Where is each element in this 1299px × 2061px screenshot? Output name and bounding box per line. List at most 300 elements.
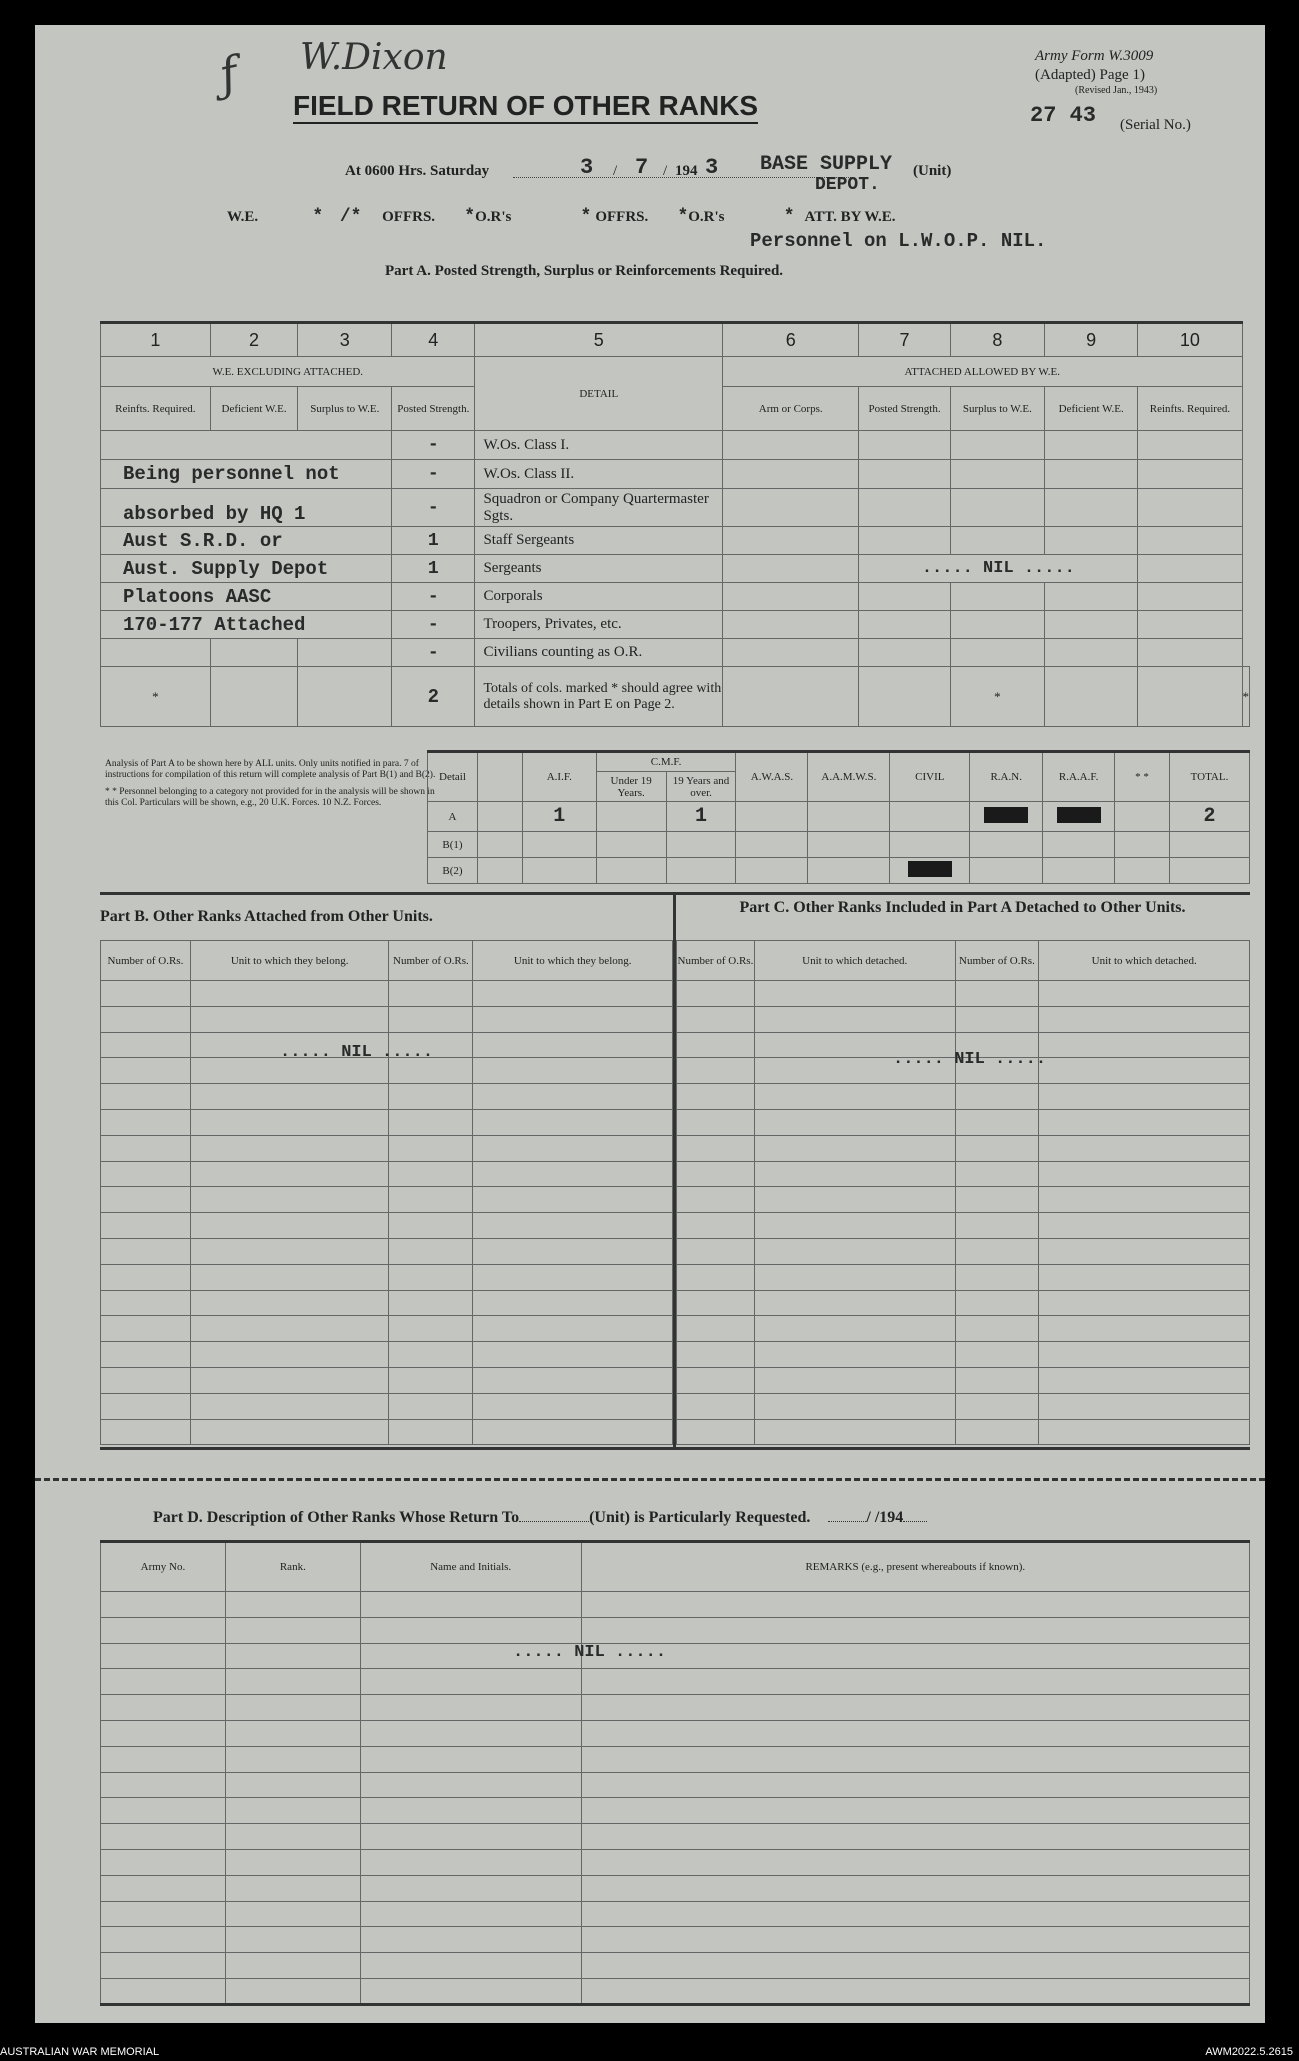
unit-header: Unit to which detached. xyxy=(1039,941,1250,981)
blank-cell xyxy=(101,1669,226,1695)
part-a-table xyxy=(100,321,1250,727)
table-row xyxy=(101,611,1250,639)
blank-cell xyxy=(677,1135,755,1161)
blank-cell xyxy=(677,1058,755,1084)
table-row xyxy=(677,1109,1250,1135)
blank-cell xyxy=(101,1901,226,1927)
blank-cell xyxy=(225,1669,360,1695)
date-prefix: 194 xyxy=(675,163,698,179)
row-label: B(1) xyxy=(428,832,478,858)
redaction xyxy=(890,858,970,884)
blank-cell xyxy=(1039,1032,1250,1058)
blank-cell xyxy=(754,1006,955,1032)
blank-cell xyxy=(955,1161,1039,1187)
blank-cell xyxy=(225,1720,360,1746)
table-row xyxy=(677,1367,1250,1393)
blank-cell xyxy=(389,1135,473,1161)
table-row xyxy=(101,1901,1250,1927)
blank-cell xyxy=(754,1187,955,1213)
blank-cell xyxy=(360,1617,581,1643)
blank-cell xyxy=(754,1213,955,1239)
col-num: 1 xyxy=(101,323,211,357)
table-row xyxy=(101,1720,1250,1746)
table-row xyxy=(101,1238,673,1264)
blank-cell xyxy=(190,1342,389,1368)
civil-header: CIVIL xyxy=(890,752,970,802)
star-mark: * xyxy=(950,667,1044,727)
blank-cell xyxy=(1039,981,1250,1007)
blank-cell xyxy=(473,1264,673,1290)
blank-cell xyxy=(955,1109,1039,1135)
table-row xyxy=(101,1978,1250,2004)
posted-value: - xyxy=(392,639,475,667)
row-label: A xyxy=(428,802,478,832)
col-num: 9 xyxy=(1045,323,1138,357)
table-row xyxy=(101,1669,1250,1695)
detail-label: Squadron or Company Quartermaster Sgts. xyxy=(475,489,723,527)
blank-cell xyxy=(360,1720,581,1746)
blank-cell xyxy=(360,1927,581,1953)
table-row xyxy=(101,1419,673,1445)
row-label: B(2) xyxy=(428,858,478,884)
blank-cell xyxy=(754,1419,955,1445)
posted-header: Posted Strength. xyxy=(859,387,950,431)
we-excluding-header: W.E. EXCLUDING ATTACHED. xyxy=(101,357,475,387)
blank-cell xyxy=(473,1393,673,1419)
typed-note: Aust S.R.D. or xyxy=(101,527,392,555)
table-row xyxy=(101,583,1250,611)
date-month: 7 xyxy=(635,155,649,180)
blank-cell xyxy=(473,1084,673,1110)
blank-cell xyxy=(677,1161,755,1187)
blank-cell xyxy=(360,1901,581,1927)
table-row xyxy=(101,1006,673,1032)
attached-nil: ..... NIL ..... xyxy=(859,555,1138,583)
table-row xyxy=(677,1316,1250,1342)
col-num: 4 xyxy=(392,323,475,357)
totals-label: Totals of cols. marked * should agree with details shown in Part E on Page 2. xyxy=(475,667,723,727)
blank-cell xyxy=(360,1978,581,2004)
part-b-title: Part B. Other Ranks Attached from Other Units. xyxy=(100,908,433,925)
table-row xyxy=(677,1213,1250,1239)
aif-value: 1 xyxy=(522,802,596,832)
over19-value: 1 xyxy=(666,802,736,832)
table-row xyxy=(101,1643,1250,1669)
blank-cell xyxy=(473,1290,673,1316)
blank-cell xyxy=(190,1084,389,1110)
blank-cell xyxy=(101,1643,226,1669)
reinfts-header: Reinfts. Required. xyxy=(1138,387,1242,431)
blank-cell xyxy=(955,981,1039,1007)
table-row xyxy=(677,1006,1250,1032)
blank-cell xyxy=(754,1393,955,1419)
blank-cell xyxy=(677,1393,755,1419)
blank-cell xyxy=(389,1342,473,1368)
table-row xyxy=(677,1238,1250,1264)
redaction xyxy=(1043,802,1115,832)
blank-cell xyxy=(1039,1367,1250,1393)
col-num: 3 xyxy=(298,323,392,357)
table-row xyxy=(101,489,1250,527)
blank-cell xyxy=(101,1032,191,1058)
table-row xyxy=(101,1772,1250,1798)
raaf-header: R.A.A.F. xyxy=(1043,752,1115,802)
aamws-header: A.A.M.W.S. xyxy=(808,752,890,802)
analysis-note: Analysis of Part A to be shown here by ALL units. Only units notified in para. 7 of instructions for compilation of this return will complete analysis of Part B(1) and B(2). xyxy=(105,759,436,780)
blank-cell xyxy=(581,1669,1249,1695)
number-header: Number of O.Rs. xyxy=(955,941,1039,981)
initials-scribble: ƒ xyxy=(214,45,243,103)
aif-header: A.I.F. xyxy=(522,752,596,802)
blank-cell xyxy=(190,1238,389,1264)
blank-cell xyxy=(225,1643,360,1669)
blank-cell xyxy=(360,1746,581,1772)
blank-cell xyxy=(360,1592,581,1618)
footer-id: AWM2022.5.2615 xyxy=(1205,2046,1293,2058)
blank-cell xyxy=(101,1342,191,1368)
posted-value: 1 xyxy=(392,527,475,555)
part-a-rows xyxy=(101,431,1250,727)
blank-cell xyxy=(1039,1187,1250,1213)
blank-cell xyxy=(955,1367,1039,1393)
blank-cell xyxy=(190,1419,389,1445)
table-row xyxy=(101,1135,673,1161)
totals-posted: 2 xyxy=(392,667,475,727)
we-line: W.E. * /* OFFRS. *O.R's * OFFRS. *O.R's * ATT. BY W.E. xyxy=(227,207,896,227)
analysis-note: * * Personnel belonging to a category not provided for in the analysis will be shown in this Col. Particulars will be shown, e.g., 20 U.K. Forces. 10 N.Z. Forces. xyxy=(105,787,435,808)
blank-cell xyxy=(190,1316,389,1342)
blank-cell xyxy=(225,1798,360,1824)
blank-cell xyxy=(1039,1316,1250,1342)
detail-label: Corporals xyxy=(475,583,723,611)
blank-cell xyxy=(1039,1342,1250,1368)
part-c-nil: ..... NIL ..... xyxy=(893,1050,1047,1069)
part-b-table xyxy=(100,940,673,1445)
blank-cell xyxy=(101,1161,191,1187)
detail-label: Troopers, Privates, etc. xyxy=(475,611,723,639)
total-header: TOTAL. xyxy=(1169,752,1249,802)
blank-cell xyxy=(754,1135,955,1161)
table-row xyxy=(101,1342,673,1368)
blank-cell xyxy=(190,1290,389,1316)
typed-note: Being personnel not xyxy=(101,460,392,489)
date-day: 3 xyxy=(580,155,594,180)
blank-cell xyxy=(101,981,191,1007)
number-header: Number of O.Rs. xyxy=(101,941,191,981)
adapted-note: (Adapted) Page 1) xyxy=(1035,67,1145,83)
blank-cell xyxy=(101,1824,226,1850)
posted-value: - xyxy=(392,460,475,489)
typed-note: Aust. Supply Depot xyxy=(101,555,392,583)
detail-label: Staff Sergeants xyxy=(475,527,723,555)
table-row xyxy=(677,1342,1250,1368)
blank-cell xyxy=(473,1238,673,1264)
blank-cell xyxy=(754,1264,955,1290)
posted-value: 1 xyxy=(392,555,475,583)
unit-header: Unit to which detached. xyxy=(754,941,955,981)
table-row xyxy=(428,858,1250,884)
blank-cell xyxy=(101,1617,226,1643)
blank-cell xyxy=(225,1953,360,1979)
blank-cell xyxy=(1039,1213,1250,1239)
table-row xyxy=(101,1161,673,1187)
blank-cell xyxy=(1039,1006,1250,1032)
cmf-header: C.M.F. xyxy=(596,752,736,772)
part-d-rows xyxy=(101,1592,1250,2005)
blank-cell xyxy=(101,1316,191,1342)
blank-cell xyxy=(754,1367,955,1393)
blank-cell xyxy=(101,1135,191,1161)
blank-cell xyxy=(360,1875,581,1901)
blank-cell xyxy=(101,1746,226,1772)
table-row xyxy=(101,1695,1250,1721)
blank-cell xyxy=(225,1695,360,1721)
blank-cell xyxy=(581,1746,1249,1772)
blank-cell xyxy=(955,1187,1039,1213)
blank-cell xyxy=(1039,1290,1250,1316)
blank-cell xyxy=(581,1772,1249,1798)
blank-cell xyxy=(1039,1161,1250,1187)
blank-cell xyxy=(1039,1084,1250,1110)
blank-cell xyxy=(225,1617,360,1643)
blank-cell xyxy=(225,1875,360,1901)
blank-cell xyxy=(754,1290,955,1316)
totals-row xyxy=(101,667,1250,727)
blank-cell xyxy=(101,1927,226,1953)
blank-cell xyxy=(190,1135,389,1161)
footer-credit: AUSTRALIAN WAR MEMORIAL xyxy=(0,2046,160,2058)
blank-cell xyxy=(101,1875,226,1901)
blank-cell xyxy=(955,1316,1039,1342)
analysis-table xyxy=(427,750,1250,884)
blank-cell xyxy=(677,1264,755,1290)
over19-header: 19 Years and over. xyxy=(666,772,736,802)
blank-cell xyxy=(190,1109,389,1135)
unit-name: BASE SUPPLY xyxy=(760,153,893,176)
part-a-title: Part A. Posted Strength, Surplus or Reinforcements Required. xyxy=(385,263,784,279)
blank-cell xyxy=(101,1798,226,1824)
blank-cell xyxy=(754,1238,955,1264)
blank-cell xyxy=(955,1135,1039,1161)
posted-header: Posted Strength. xyxy=(392,387,475,431)
part-d-title: Part D. Description of Other Ranks Whose Return To (Unit) is Particularly Requested. / /194 xyxy=(153,1509,927,1527)
blank-cell xyxy=(473,1161,673,1187)
blank-cell xyxy=(955,1084,1039,1110)
posted-value: - xyxy=(392,431,475,460)
blank-cell xyxy=(389,981,473,1007)
blank-cell xyxy=(389,1367,473,1393)
table-row xyxy=(101,1393,673,1419)
number-header: Number of O.Rs. xyxy=(389,941,473,981)
blank-cell xyxy=(754,1342,955,1368)
blank-cell xyxy=(101,1953,226,1979)
blank-cell xyxy=(101,1006,191,1032)
blank-cell xyxy=(955,1264,1039,1290)
table-row xyxy=(428,802,1250,832)
table-row xyxy=(101,1367,673,1393)
blank-cell xyxy=(389,1238,473,1264)
blank-cell xyxy=(389,1393,473,1419)
blank-cell xyxy=(581,1798,1249,1824)
rank-header: Rank. xyxy=(225,1542,360,1592)
table-row xyxy=(101,1290,673,1316)
blank-cell xyxy=(389,1006,473,1032)
surplus-header: Surplus to W.E. xyxy=(298,387,392,431)
blank-cell xyxy=(581,1901,1249,1927)
blank-cell xyxy=(101,1084,191,1110)
blank-cell xyxy=(101,1393,191,1419)
blank-cell xyxy=(754,1109,955,1135)
blank-cell xyxy=(677,1238,755,1264)
table-row xyxy=(101,1316,673,1342)
table-row xyxy=(101,1213,673,1239)
blank-cell xyxy=(225,1927,360,1953)
blank-cell xyxy=(101,1238,191,1264)
col-num: 5 xyxy=(475,323,723,357)
blank-cell xyxy=(955,1213,1039,1239)
table-row xyxy=(101,1824,1250,1850)
remarks-header: REMARKS (e.g., present whereabouts if known). xyxy=(581,1542,1249,1592)
surplus-header: Surplus to W.E. xyxy=(950,387,1044,431)
blank-cell xyxy=(190,1006,389,1032)
blank-cell xyxy=(101,1109,191,1135)
col-num: 10 xyxy=(1138,323,1242,357)
blank-cell xyxy=(225,1824,360,1850)
unit-name-2: DEPOT. xyxy=(815,175,880,195)
blank-cell xyxy=(581,1875,1249,1901)
blank-cell xyxy=(190,1393,389,1419)
blank-cell xyxy=(677,1006,755,1032)
at-line: At 0600 Hrs. Saturday xyxy=(345,163,490,179)
unit-header: Unit to which they belong. xyxy=(473,941,673,981)
detail-header: Detail xyxy=(428,752,478,802)
typed-note: 170-177 Attached xyxy=(101,611,392,639)
table-row xyxy=(101,981,673,1007)
blank-cell xyxy=(473,1135,673,1161)
blank-cell xyxy=(190,1367,389,1393)
table-row xyxy=(101,1264,673,1290)
blank-cell xyxy=(1039,1058,1250,1084)
part-b-nil: ..... NIL ..... xyxy=(280,1043,434,1062)
under19-header: Under 19 Years. xyxy=(596,772,666,802)
blank-cell xyxy=(101,1187,191,1213)
blank-cell xyxy=(389,1187,473,1213)
table-row xyxy=(101,1953,1250,1979)
part-c-table xyxy=(676,940,1250,1445)
blank-cell xyxy=(581,1824,1249,1850)
blank-cell xyxy=(190,1187,389,1213)
typed-note: Platoons AASC xyxy=(101,583,392,611)
blank-cell xyxy=(473,1367,673,1393)
blank-cell xyxy=(101,1849,226,1875)
blank-cell xyxy=(581,1695,1249,1721)
table-row xyxy=(677,1290,1250,1316)
part-d-table xyxy=(100,1540,1250,2006)
blank-cell xyxy=(1039,1419,1250,1445)
col-num: 2 xyxy=(210,323,298,357)
blank-cell xyxy=(677,1187,755,1213)
blank-cell xyxy=(473,1342,673,1368)
table-row xyxy=(677,1084,1250,1110)
blank-cell xyxy=(225,1592,360,1618)
blank-cell xyxy=(677,1109,755,1135)
detail-label: W.Os. Class II. xyxy=(475,460,723,489)
blank-cell xyxy=(754,1084,955,1110)
revised-note: (Revised Jan., 1943) xyxy=(1075,85,1158,96)
unit-label: (Unit) xyxy=(913,163,952,179)
detail-label: Civilians counting as O.R. xyxy=(475,639,723,667)
deficient-header: Deficient W.E. xyxy=(210,387,298,431)
table-row xyxy=(101,1187,673,1213)
blank-cell xyxy=(225,1978,360,2004)
table-row xyxy=(677,1393,1250,1419)
blank-cell xyxy=(473,1058,673,1084)
blank-cell xyxy=(473,1419,673,1445)
blank-cell xyxy=(754,981,955,1007)
blank-cell xyxy=(389,1316,473,1342)
blank-cell xyxy=(101,1367,191,1393)
blank-cell xyxy=(360,1669,581,1695)
blank-cell xyxy=(190,1264,389,1290)
part-d-nil: ..... NIL ..... xyxy=(513,1643,667,1662)
form-title: FIELD RETURN OF OTHER RANKS xyxy=(293,90,758,124)
blank-cell xyxy=(1039,1264,1250,1290)
date-year: 3 xyxy=(705,155,719,180)
blank-cell xyxy=(677,1316,755,1342)
blank-cell xyxy=(473,1109,673,1135)
blank-cell xyxy=(1039,1238,1250,1264)
table-row xyxy=(677,1135,1250,1161)
table-row xyxy=(677,1419,1250,1445)
blank-cell xyxy=(101,1290,191,1316)
posted-value: - xyxy=(392,583,475,611)
blank-cell xyxy=(101,1058,191,1084)
blank-cell xyxy=(677,1032,755,1058)
blank-cell xyxy=(190,1213,389,1239)
blank-cell xyxy=(754,1161,955,1187)
blank-cell xyxy=(473,1213,673,1239)
blank-cell xyxy=(581,1978,1249,2004)
blank-cell xyxy=(581,1720,1249,1746)
blank-cell xyxy=(101,1720,226,1746)
table-row xyxy=(101,460,1250,489)
blank-cell xyxy=(101,1419,191,1445)
table-row xyxy=(101,1617,1250,1643)
table-row xyxy=(101,639,1250,667)
form-number: Army Form W.3009 xyxy=(1035,48,1154,64)
blank-cell xyxy=(955,1238,1039,1264)
perforation-line xyxy=(35,1478,1265,1481)
name-header: Name and Initials. xyxy=(360,1542,581,1592)
blank-cell xyxy=(581,1849,1249,1875)
table-row xyxy=(677,1264,1250,1290)
blank-cell xyxy=(360,1695,581,1721)
blank-cell xyxy=(389,1419,473,1445)
table-row xyxy=(101,1746,1250,1772)
typed-note: absorbed by HQ 1 xyxy=(101,489,392,527)
table-row xyxy=(101,527,1250,555)
blank-cell xyxy=(101,1695,226,1721)
blank-cell xyxy=(677,1213,755,1239)
blank-cell xyxy=(389,1264,473,1290)
blank-cell xyxy=(389,1213,473,1239)
star-mark: * xyxy=(1242,667,1250,727)
table-row xyxy=(677,1187,1250,1213)
table-row xyxy=(101,555,1250,583)
blank-cell xyxy=(955,1290,1039,1316)
blank-cell xyxy=(581,1643,1249,1669)
deficient-header: Deficient W.E. xyxy=(1045,387,1138,431)
